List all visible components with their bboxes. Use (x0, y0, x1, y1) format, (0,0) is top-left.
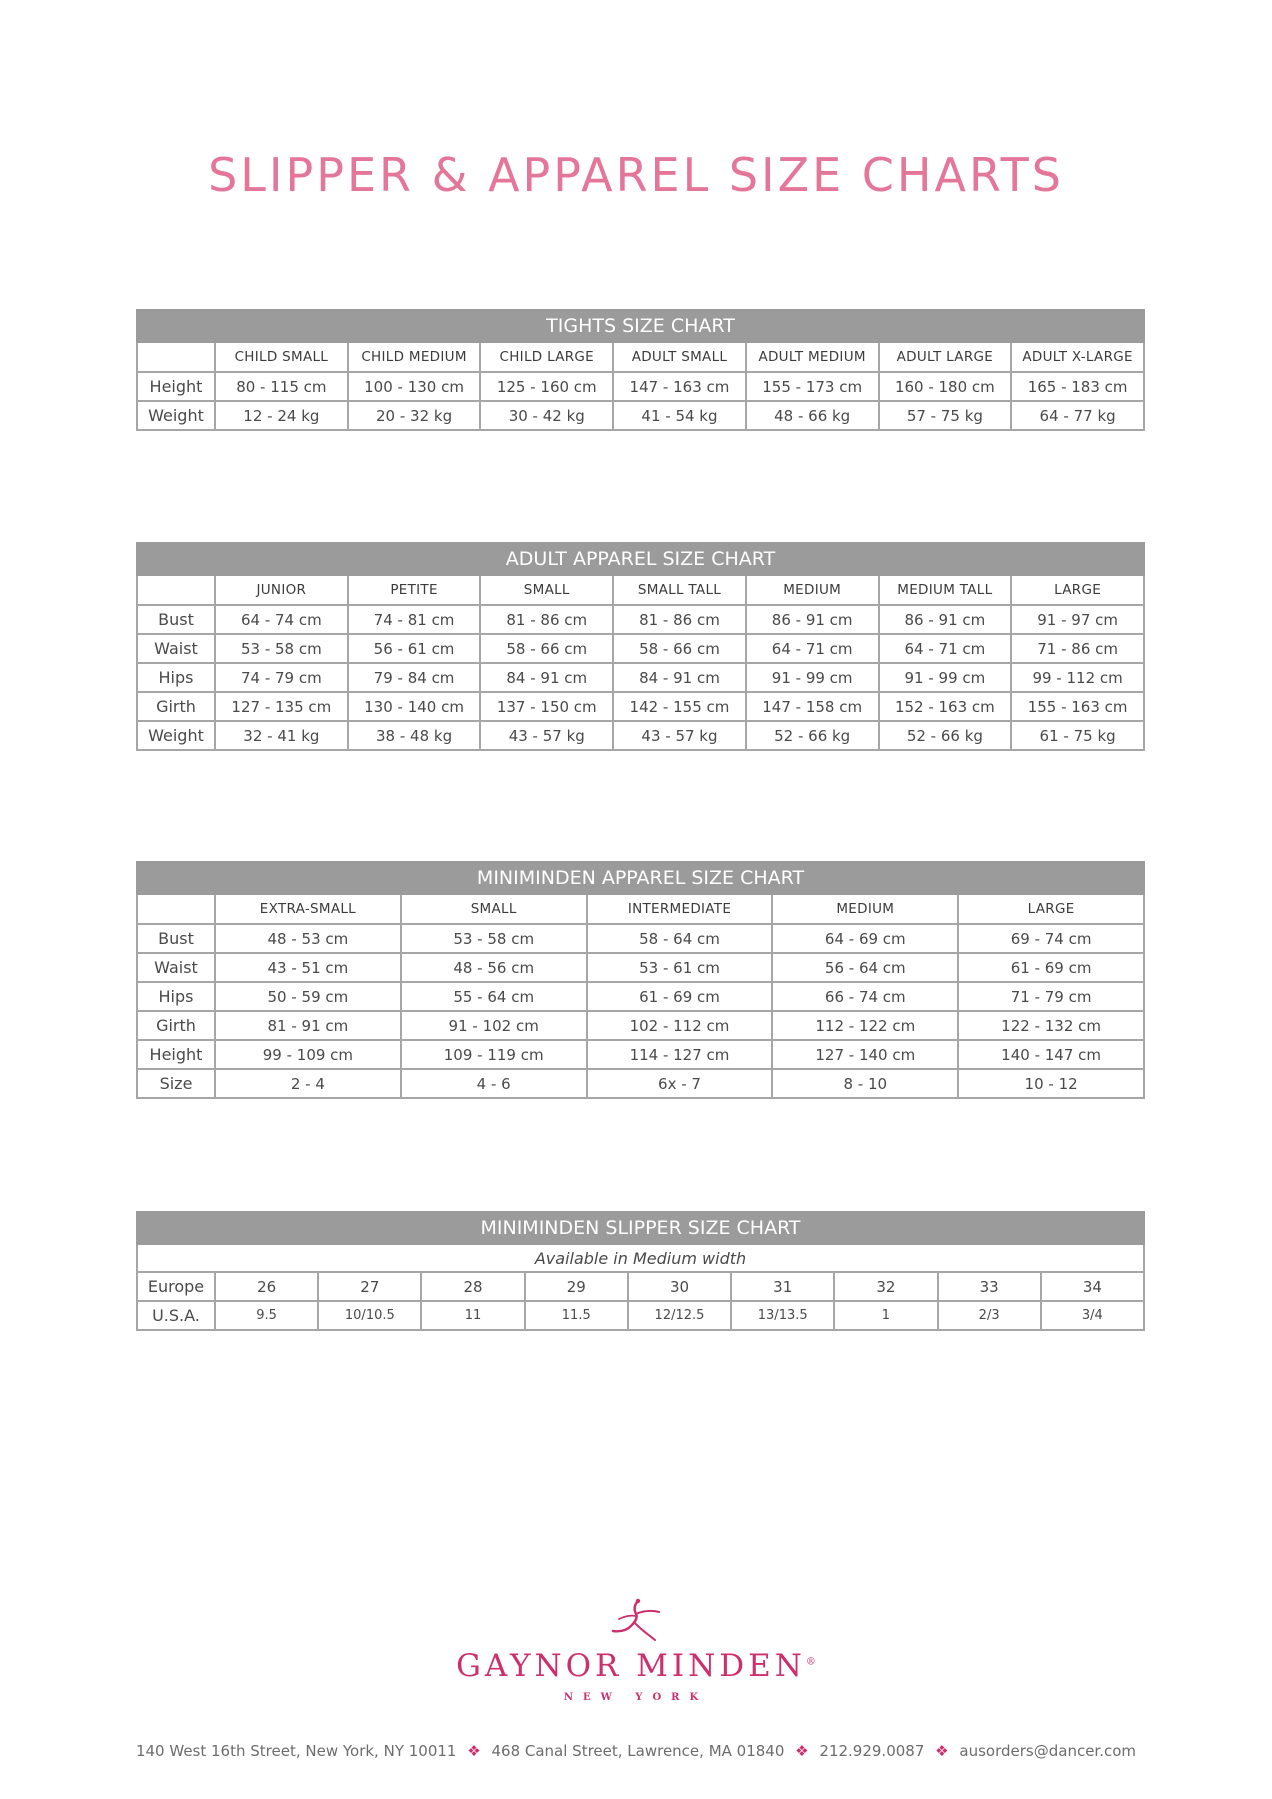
tights-header-cell (137, 342, 215, 372)
table-cell: 109 - 119 cm (401, 1040, 587, 1069)
table-cell: 100 - 130 cm (348, 372, 481, 401)
table-cell: 61 - 69 cm (958, 953, 1144, 982)
table-cell: 8 - 10 (772, 1069, 958, 1098)
table-cell: 12/12.5 (628, 1301, 731, 1330)
row-label: Size (137, 1069, 215, 1098)
table-cell: 33 (938, 1272, 1041, 1301)
table-cell: 55 - 64 cm (401, 982, 587, 1011)
tights-header-cell: ADULT SMALL (613, 342, 746, 372)
table-cell: 41 - 54 kg (613, 401, 746, 430)
table-row (137, 692, 1144, 721)
miniapparel-header-cell (137, 894, 215, 924)
table-cell: 127 - 140 cm (772, 1040, 958, 1069)
adult-header-cell: JUNIOR (215, 575, 348, 605)
row-label: Europe (137, 1272, 215, 1301)
row-label: Hips (137, 663, 215, 692)
table-row (137, 953, 1144, 982)
table-cell: 112 - 122 cm (772, 1011, 958, 1040)
table-cell: 102 - 112 cm (587, 1011, 773, 1040)
table-cell: 74 - 81 cm (348, 605, 481, 634)
footer-phone: 212.929.0087 (819, 1742, 925, 1760)
table-cell: 56 - 61 cm (348, 634, 481, 663)
table-row (137, 982, 1144, 1011)
tights-header-cell: CHILD SMALL (215, 342, 348, 372)
row-label: Waist (137, 634, 215, 663)
slipper-chart-title: MINIMINDEN SLIPPER SIZE CHART (137, 1212, 1144, 1244)
table-cell: 2/3 (938, 1301, 1041, 1330)
table-cell: 99 - 109 cm (215, 1040, 401, 1069)
table-cell: 30 - 42 kg (480, 401, 613, 430)
table-cell: 71 - 86 cm (1011, 634, 1144, 663)
row-label: Height (137, 1040, 215, 1069)
miniapparel-header-cell: SMALL (401, 894, 587, 924)
table-cell: 91 - 99 cm (879, 663, 1012, 692)
table-cell: 32 - 41 kg (215, 721, 348, 750)
table-cell: 64 - 69 cm (772, 924, 958, 953)
table-cell: 84 - 91 cm (613, 663, 746, 692)
table-cell: 64 - 74 cm (215, 605, 348, 634)
table-cell: 84 - 91 cm (480, 663, 613, 692)
table-cell: 81 - 86 cm (480, 605, 613, 634)
miniapparel-header-cell: LARGE (958, 894, 1144, 924)
table-cell: 48 - 53 cm (215, 924, 401, 953)
adult-chart-title: ADULT APPAREL SIZE CHART (137, 543, 1144, 575)
footer-address-ma: 468 Canal Street, Lawrence, MA 01840 (491, 1742, 785, 1760)
dancer-figure-icon (601, 1598, 671, 1644)
table-row (137, 924, 1144, 953)
table-cell: 11 (421, 1301, 524, 1330)
adult-header-cell: SMALL (480, 575, 613, 605)
row-label: Bust (137, 605, 215, 634)
row-label: Girth (137, 692, 215, 721)
table-cell: 6x - 7 (587, 1069, 773, 1098)
table-row (137, 1069, 1144, 1098)
table-cell: 152 - 163 cm (879, 692, 1012, 721)
table-cell: 20 - 32 kg (348, 401, 481, 430)
table-cell: 74 - 79 cm (215, 663, 348, 692)
adult-header-cell: MEDIUM (746, 575, 879, 605)
table-cell: 58 - 66 cm (480, 634, 613, 663)
table-cell: 52 - 66 kg (879, 721, 1012, 750)
table-cell: 61 - 75 kg (1011, 721, 1144, 750)
table-row (137, 372, 1144, 401)
table-cell: 43 - 57 kg (480, 721, 613, 750)
table-cell: 11.5 (525, 1301, 628, 1330)
tights-header-cell: CHILD MEDIUM (348, 342, 481, 372)
table-cell: 32 (834, 1272, 937, 1301)
table-cell: 38 - 48 kg (348, 721, 481, 750)
table-cell: 58 - 66 cm (613, 634, 746, 663)
table-row (137, 401, 1144, 430)
diamond-separator-icon: ❖ (795, 1742, 809, 1760)
miniapparel-header-cell: EXTRA-SMALL (215, 894, 401, 924)
table-cell: 91 - 102 cm (401, 1011, 587, 1040)
table-cell: 29 (525, 1272, 628, 1301)
tights-header-cell: ADULT MEDIUM (746, 342, 879, 372)
table-row (137, 1040, 1144, 1069)
miniapparel-header-cell: INTERMEDIATE (587, 894, 773, 924)
table-cell: 43 - 51 cm (215, 953, 401, 982)
table-cell: 10 - 12 (958, 1069, 1144, 1098)
table-cell: 140 - 147 cm (958, 1040, 1144, 1069)
table-cell: 64 - 71 cm (746, 634, 879, 663)
adult-header-cell: MEDIUM TALL (879, 575, 1012, 605)
diamond-separator-icon: ❖ (467, 1742, 481, 1760)
table-cell: 91 - 99 cm (746, 663, 879, 692)
table-cell: 52 - 66 kg (746, 721, 879, 750)
adult-header-cell: SMALL TALL (613, 575, 746, 605)
row-label: Girth (137, 1011, 215, 1040)
table-cell: 30 (628, 1272, 731, 1301)
table-cell: 71 - 79 cm (958, 982, 1144, 1011)
table-cell: 53 - 61 cm (587, 953, 773, 982)
table-cell: 147 - 163 cm (613, 372, 746, 401)
row-label: U.S.A. (137, 1301, 215, 1330)
row-label: Height (137, 372, 215, 401)
miniminden-apparel-size-chart (136, 861, 1145, 1099)
table-cell: 53 - 58 cm (215, 634, 348, 663)
adult-header-cell (137, 575, 215, 605)
table-cell: 50 - 59 cm (215, 982, 401, 1011)
slipper-chart-subtitle: Available in Medium width (137, 1244, 1144, 1272)
footer-email: ausorders@dancer.com (959, 1742, 1137, 1760)
table-cell: 147 - 158 cm (746, 692, 879, 721)
table-cell: 79 - 84 cm (348, 663, 481, 692)
row-label: Waist (137, 953, 215, 982)
table-cell: 114 - 127 cm (587, 1040, 773, 1069)
tights-header-cell: CHILD LARGE (480, 342, 613, 372)
table-cell: 86 - 91 cm (746, 605, 879, 634)
table-cell: 91 - 97 cm (1011, 605, 1144, 634)
table-cell: 10/10.5 (318, 1301, 421, 1330)
table-cell: 53 - 58 cm (401, 924, 587, 953)
contact-footer (0, 1742, 1272, 1760)
footer-address-ny: 140 West 16th Street, New York, NY 10011 (135, 1742, 457, 1760)
page-title: SLIPPER & APPAREL SIZE CHARTS (208, 148, 1064, 202)
table-cell: 61 - 69 cm (587, 982, 773, 1011)
tights-chart-title: TIGHTS SIZE CHART (137, 310, 1144, 342)
table-cell: 34 (1041, 1272, 1144, 1301)
table-cell: 125 - 160 cm (480, 372, 613, 401)
table-cell: 81 - 91 cm (215, 1011, 401, 1040)
table-row (137, 721, 1144, 750)
table-cell: 155 - 173 cm (746, 372, 879, 401)
table-cell: 142 - 155 cm (613, 692, 746, 721)
tights-size-chart (136, 309, 1145, 431)
table-cell: 64 - 71 cm (879, 634, 1012, 663)
miniapparel-chart-title: MINIMINDEN APPAREL SIZE CHART (137, 862, 1144, 894)
table-cell: 137 - 150 cm (480, 692, 613, 721)
table-cell: 66 - 74 cm (772, 982, 958, 1011)
table-cell: 160 - 180 cm (879, 372, 1012, 401)
table-row (137, 1272, 1144, 1301)
table-cell: 122 - 132 cm (958, 1011, 1144, 1040)
table-cell: 1 (834, 1301, 937, 1330)
table-cell: 80 - 115 cm (215, 372, 348, 401)
table-cell: 64 - 77 kg (1011, 401, 1144, 430)
table-row (137, 1301, 1144, 1330)
table-cell: 13/13.5 (731, 1301, 834, 1330)
table-cell: 69 - 74 cm (958, 924, 1144, 953)
table-row (137, 1011, 1144, 1040)
table-cell: 28 (421, 1272, 524, 1301)
table-cell: 48 - 56 cm (401, 953, 587, 982)
table-cell: 31 (731, 1272, 834, 1301)
table-cell: 165 - 183 cm (1011, 372, 1144, 401)
adult-apparel-size-chart (136, 542, 1145, 751)
table-cell: 3/4 (1041, 1301, 1144, 1330)
table-cell: 81 - 86 cm (613, 605, 746, 634)
table-row (137, 634, 1144, 663)
table-cell: 27 (318, 1272, 421, 1301)
table-cell: 86 - 91 cm (879, 605, 1012, 634)
table-cell: 2 - 4 (215, 1069, 401, 1098)
table-cell: 26 (215, 1272, 318, 1301)
adult-header-cell: PETITE (348, 575, 481, 605)
adult-header-cell: LARGE (1011, 575, 1144, 605)
table-cell: 155 - 163 cm (1011, 692, 1144, 721)
row-label: Hips (137, 982, 215, 1011)
table-cell: 127 - 135 cm (215, 692, 348, 721)
row-label: Weight (137, 401, 215, 430)
table-row (137, 605, 1144, 634)
row-label: Weight (137, 721, 215, 750)
table-cell: 43 - 57 kg (613, 721, 746, 750)
table-row (137, 663, 1144, 692)
table-cell: 99 - 112 cm (1011, 663, 1144, 692)
table-cell: 9.5 (215, 1301, 318, 1330)
tights-header-cell: ADULT LARGE (879, 342, 1012, 372)
brand-city: NEW YORK (563, 1692, 709, 1703)
table-cell: 4 - 6 (401, 1069, 587, 1098)
table-cell: 48 - 66 kg (746, 401, 879, 430)
brand-logo (0, 1598, 1272, 1703)
table-cell: 130 - 140 cm (348, 692, 481, 721)
table-cell: 57 - 75 kg (879, 401, 1012, 430)
miniapparel-header-cell: MEDIUM (772, 894, 958, 924)
table-cell: 56 - 64 cm (772, 953, 958, 982)
table-cell: 12 - 24 kg (215, 401, 348, 430)
miniminden-slipper-size-chart (136, 1211, 1145, 1331)
table-cell: 58 - 64 cm (587, 924, 773, 953)
row-label: Bust (137, 924, 215, 953)
tights-header-cell: ADULT X-LARGE (1011, 342, 1144, 372)
diamond-separator-icon: ❖ (935, 1742, 949, 1760)
brand-name: GAYNOR MINDEN® (456, 1648, 816, 1684)
